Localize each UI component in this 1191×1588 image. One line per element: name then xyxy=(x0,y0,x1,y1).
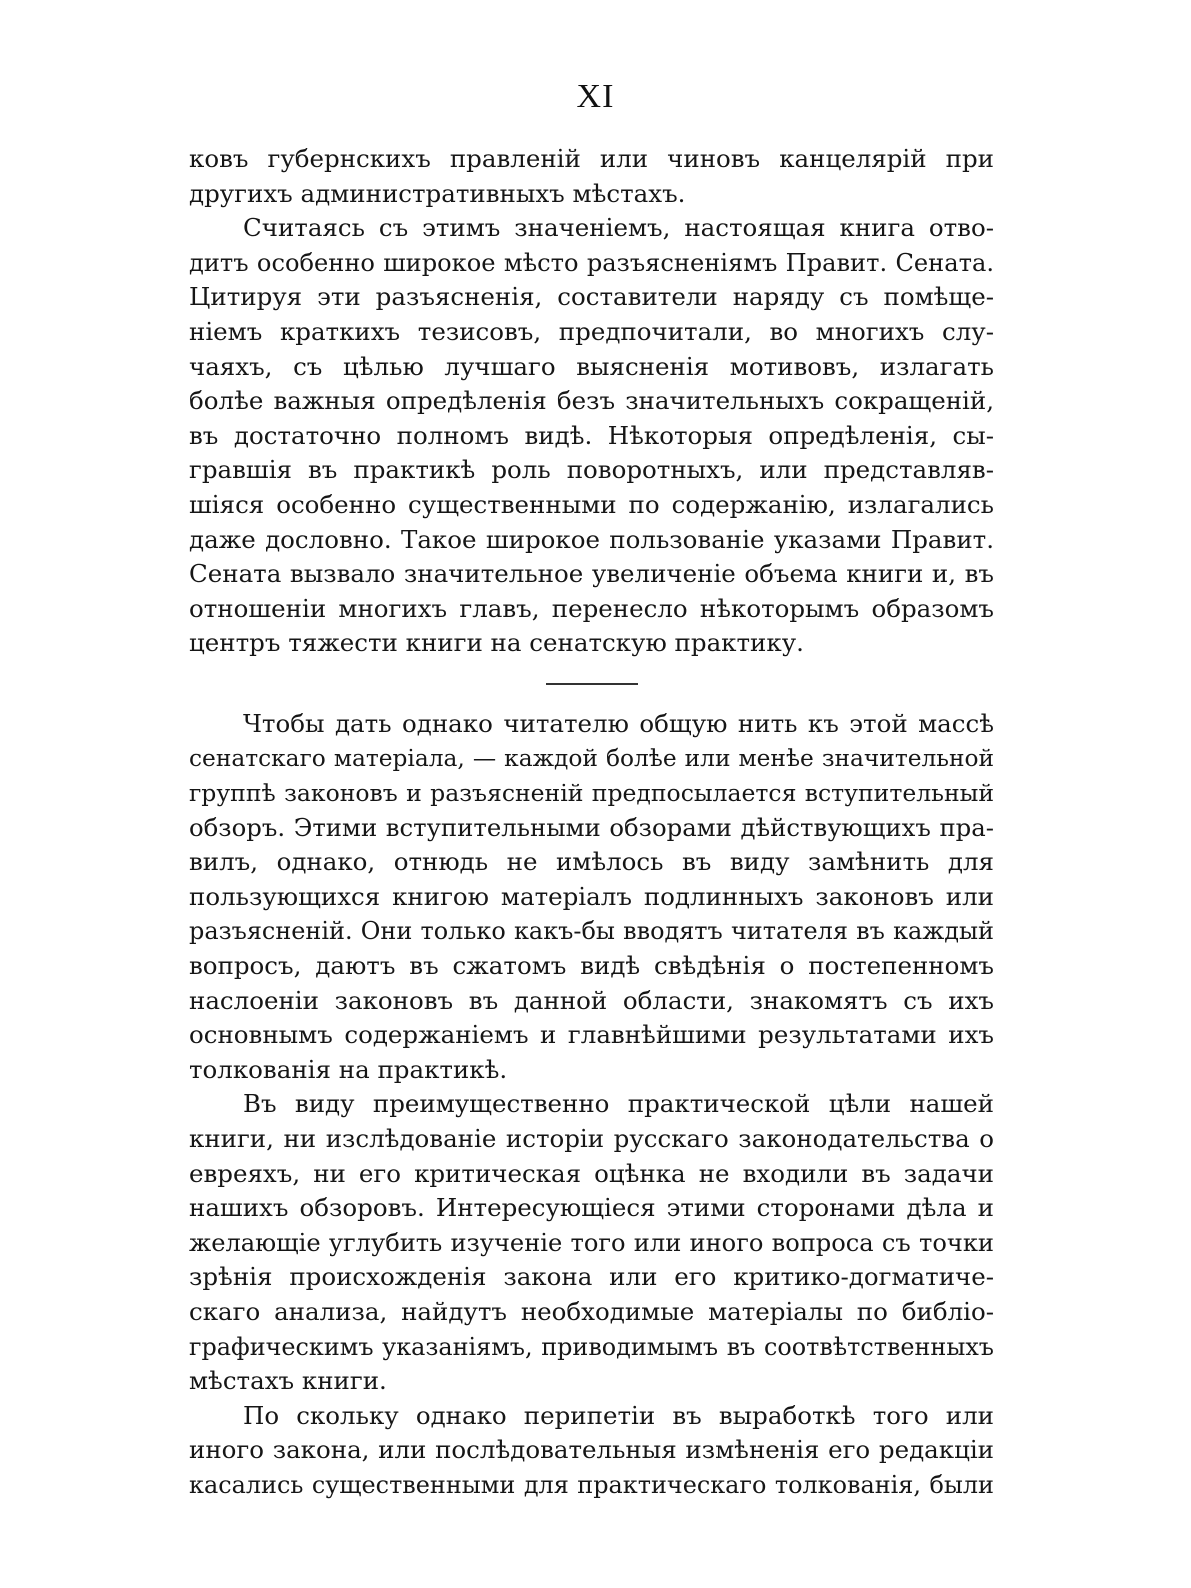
text-line: даже дословно. Такое широкое пользованіе указами Правит. xyxy=(189,524,994,554)
text-line: мѣстахъ книги. xyxy=(189,1366,387,1396)
text-line: шіяся особенно существенными по содержанію, излагались xyxy=(189,489,994,519)
text-line: касались существенными для практическаго толкованія, были xyxy=(189,1470,994,1499)
text-line: Въ виду преимущественно практической цѣли нашей xyxy=(243,1089,994,1119)
text-line: Сената вызвало значительное увеличеніе объема книги и, въ xyxy=(189,559,994,589)
body-text xyxy=(189,142,994,1503)
paragraph xyxy=(189,1399,994,1503)
text-line: желающіе углубить изученіе того или иного вопроса съ точки xyxy=(189,1228,994,1257)
paragraph xyxy=(189,142,994,211)
text-line: ковъ губернскихъ правленій или чиновъ канцелярій при xyxy=(189,144,994,173)
text-line: разъясненій. Они только какъ-бы вводятъ читателя въ каждый xyxy=(189,917,994,946)
text-line: центръ тяжести книги на сенатскую практику. xyxy=(189,628,804,658)
text-line: дитъ особенно широкое мѣсто разъясненіямъ Правит. Сената. xyxy=(189,248,994,277)
section-divider xyxy=(546,683,638,685)
text-line: отношеніи многихъ главъ, перенесло нѣкоторымъ образомъ xyxy=(189,593,994,623)
page-number: XI xyxy=(576,78,615,115)
text-line: иного закона, или послѣдовательныя измѣненія его редакціи xyxy=(189,1435,994,1465)
text-line: евреяхъ, ни его критическая оцѣнка не входили въ задачи xyxy=(189,1158,994,1188)
text-line: группѣ законовъ и разъясненій предпосылается вступительный xyxy=(189,779,994,808)
text-line: скаго анализа, найдутъ необходимые матеріалы по библіо- xyxy=(189,1297,994,1326)
text-line: болѣе важныя опредѣленія безъ значительныхъ сокращеній, xyxy=(189,386,994,416)
text-line: Считаясь съ этимъ значеніемъ, настоящая книга отво- xyxy=(243,213,994,243)
text-line: чаяхъ, съ цѣлью лучшаго выясненія мотивовъ, излагать xyxy=(189,351,994,381)
text-line: графическимъ указаніямъ, приводимымъ въ соотвѣтственныхъ xyxy=(189,1332,994,1361)
text-line: Чтобы дать однако читателю общую нить къ этой массѣ xyxy=(243,708,994,738)
paragraph xyxy=(189,1087,994,1398)
text-line: сенатскаго матеріала, — каждой болѣе или менѣе значительной xyxy=(189,744,994,772)
text-line: пользующихся книгою матеріалъ подлинныхъ законовъ или xyxy=(189,881,994,911)
text-line: основнымъ содержаніемъ и главнѣйшими результатами ихъ xyxy=(189,1020,994,1050)
text-line: нашихъ обзоровъ. Интересующіеся этими сторонами дѣла и xyxy=(189,1193,994,1223)
text-line: наслоеніи законовъ въ данной области, знакомятъ съ ихъ xyxy=(189,985,994,1015)
text-line: обзоръ. Этими вступительными обзорами дѣйствующихъ пра- xyxy=(189,812,994,842)
text-line: въ достаточно полномъ видѣ. Нѣкоторыя опредѣленія, сы- xyxy=(189,420,994,450)
text-line: Цитируя эти разъясненія, составители наряду съ помѣще- xyxy=(189,282,994,312)
text-line: толкованія на практикѣ. xyxy=(189,1054,508,1084)
paragraph xyxy=(189,707,994,1088)
text-line: другихъ административныхъ мѣстахъ. xyxy=(189,178,686,208)
text-line: вопросъ, даютъ въ сжатомъ видѣ свѣдѣнія о постепенномъ xyxy=(189,951,994,981)
text-line: зрѣнія происхожденія закона или его критико-догматиче- xyxy=(189,1262,994,1292)
text-line: ніемъ краткихъ тезисовъ, предпочитали, во многихъ слу- xyxy=(189,316,994,346)
paragraph xyxy=(189,211,994,661)
text-line: гравшія въ практикѣ роль поворотныхъ, или представляв- xyxy=(189,455,994,485)
text-line: По скольку однако перипетіи въ выработкѣ того или xyxy=(243,1400,994,1430)
text-line: вилъ, однако, отнюдь не имѣлось въ виду замѣнить для xyxy=(189,847,994,877)
text-line: книги, ни изслѣдованіе исторіи русскаго законодательства о xyxy=(189,1124,994,1154)
